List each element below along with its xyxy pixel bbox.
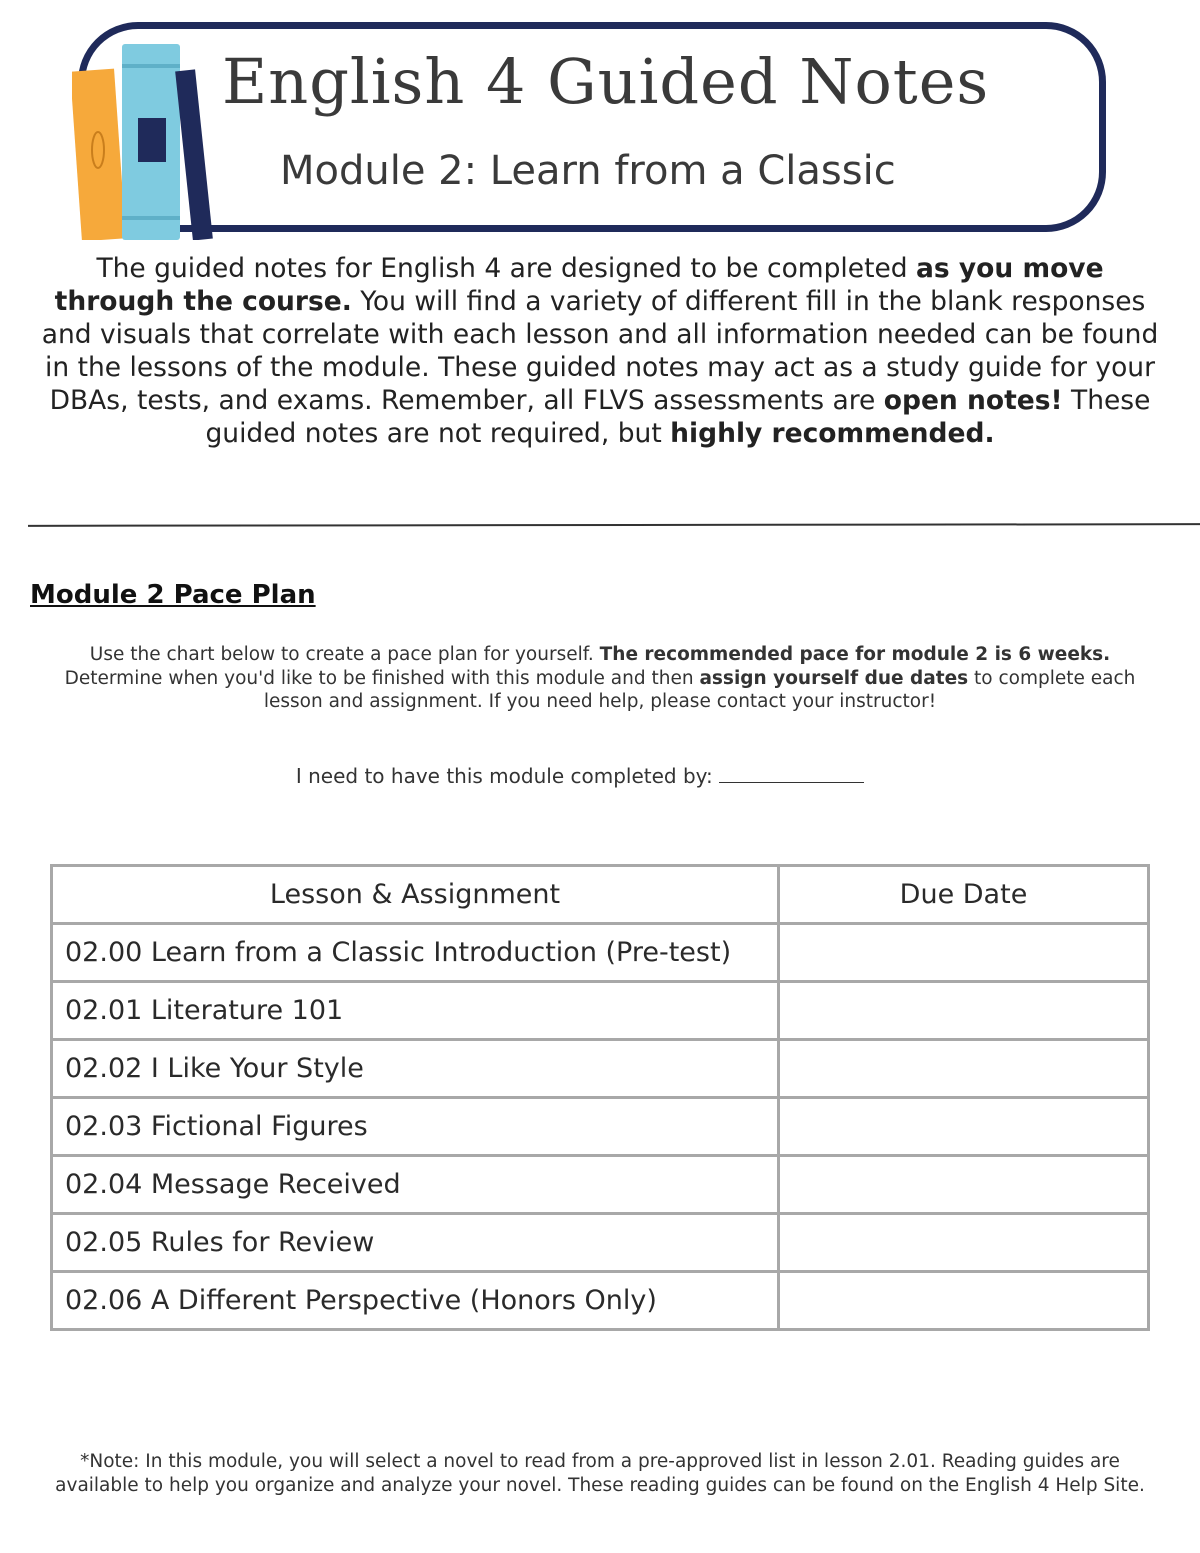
lesson-cell: 02.02 I Like Your Style xyxy=(52,1040,779,1098)
pace-plan-table xyxy=(50,864,1150,1331)
page-title: English 4 Guided Notes xyxy=(222,45,990,118)
table-row xyxy=(52,1156,1149,1214)
due-date-cell[interactable] xyxy=(779,982,1149,1040)
due-date-cell[interactable] xyxy=(779,1214,1149,1272)
lesson-cell: 02.06 A Different Perspective (Honors Only) xyxy=(52,1272,779,1330)
table-row xyxy=(52,1098,1149,1156)
lesson-cell: 02.00 Learn from a Classic Introduction (Pre-test) xyxy=(52,924,779,982)
due-date-cell[interactable] xyxy=(779,1040,1149,1098)
due-date-cell[interactable] xyxy=(779,1098,1149,1156)
lesson-cell: 02.04 Message Received xyxy=(52,1156,779,1214)
table-row xyxy=(52,924,1149,982)
table-row xyxy=(52,982,1149,1040)
table-header-row xyxy=(52,866,1149,924)
intro-paragraph: The guided notes for English 4 are designed to be completed as you move through the course. You will find a variety of different fill in the blank responses and visuals that correlate with each lesson and all information needed can be found in the lessons of the module. These guided notes may act as a study guide for your DBAs, tests, and exams. Remember, all FLVS assessments are open notes! These guided notes are not required, but highly recommended. xyxy=(41,253,1159,449)
due-date-cell[interactable] xyxy=(779,1272,1149,1330)
book-orange xyxy=(72,69,126,240)
page-subtitle: Module 2: Learn from a Classic xyxy=(280,148,896,194)
table-row xyxy=(52,1040,1149,1098)
lesson-cell: 02.01 Literature 101 xyxy=(52,982,779,1040)
completion-date-blank[interactable] xyxy=(719,764,864,783)
pace-plan-heading: Module 2 Pace Plan xyxy=(30,580,316,610)
due-date-cell[interactable] xyxy=(779,924,1149,982)
footnote: *Note: In this module, you will select a novel to read from a pre-approved list in lesson 2.01. Reading guides are available to help you organize and analyze your novel. These reading guides can be found on the English 4 Help Site. xyxy=(55,1451,1145,1496)
pace-plan-instructions: Use the chart below to create a pace plan for yourself. The recommended pace for module 2 is 6 weeks. Determine when you'd like to be finished with this module and then assign yourself due dates to complete each lesson and assignment. If you need help, please contact your instructor! xyxy=(64,644,1136,712)
lesson-cell: 02.05 Rules for Review xyxy=(52,1214,779,1272)
section-divider xyxy=(28,523,1200,527)
column-header-lesson: Lesson & Assignment xyxy=(52,866,779,924)
table-row xyxy=(52,1272,1149,1330)
books-icon xyxy=(72,40,232,240)
due-date-cell[interactable] xyxy=(779,1156,1149,1214)
completion-date-line: I need to have this module completed by: xyxy=(0,764,1160,788)
column-header-due-date: Due Date xyxy=(779,866,1149,924)
table-row xyxy=(52,1214,1149,1272)
book-navy xyxy=(175,69,213,240)
lesson-cell: 02.03 Fictional Figures xyxy=(52,1098,779,1156)
